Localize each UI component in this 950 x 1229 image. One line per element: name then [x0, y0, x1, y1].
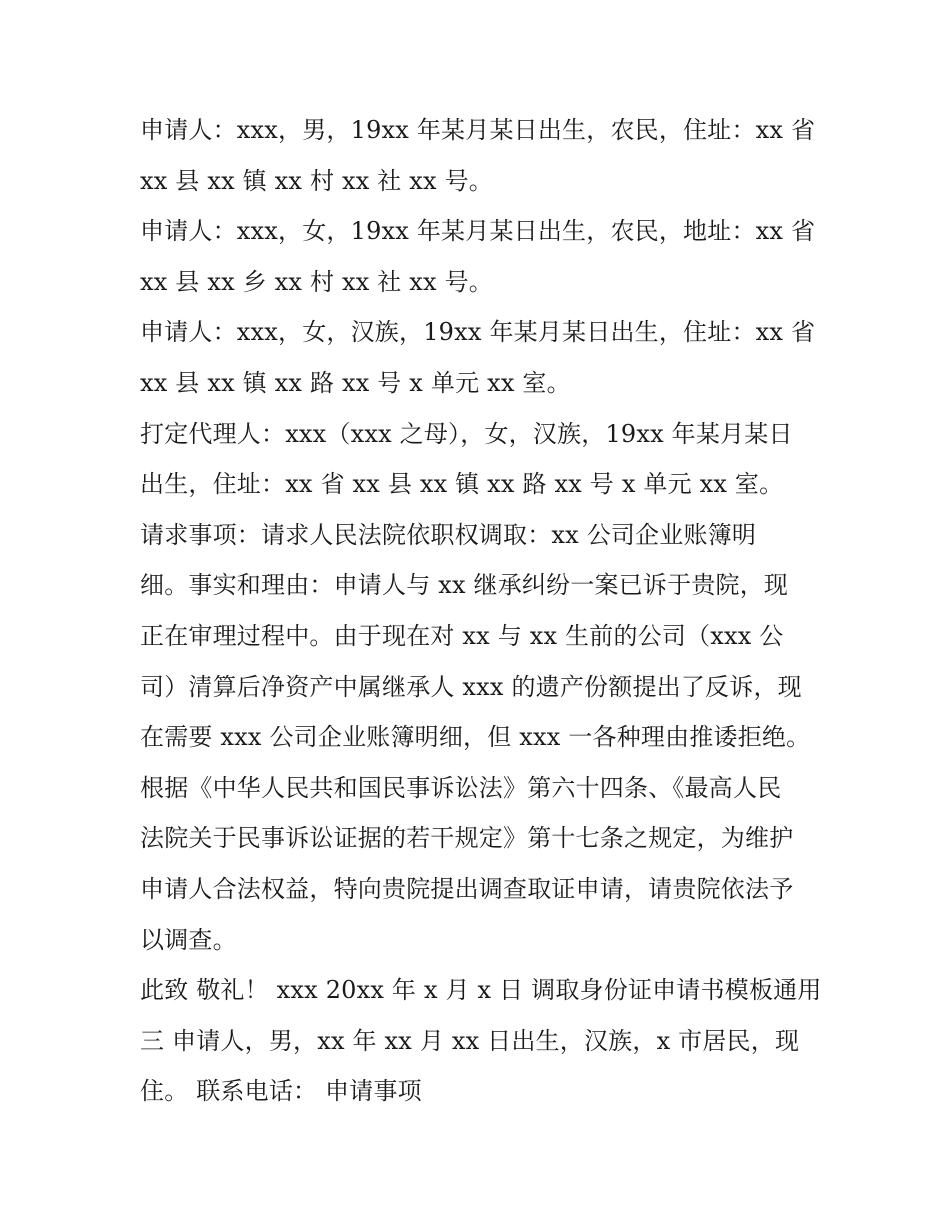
text-line: 根据《中华人民共和国民事诉讼法》第六十四条、《最高人民: [140, 773, 782, 802]
text-line: 出生，住址：xx 省 xx 县 xx 镇 xx 路 xx 号 x 单元 xx 室。: [140, 470, 784, 499]
text-line: 申请人：xxx，女，19xx 年某月某日出生，农民，地址：xx 省: [140, 217, 816, 246]
text-line: 在需要 xxx 公司企业账簿明细，但 xxx 一各种理由推诿拒绝。: [140, 723, 811, 752]
document-body: [140, 105, 820, 1117]
text-line: 打定代理人：xxx（xxx 之母），女，汉族，19xx 年某月某日: [140, 419, 793, 448]
text-line: 申请人：xxx，男，19xx 年某月某日出生，农民，住址：xx 省: [140, 116, 816, 144]
text-line: xx 县 xx 乡 xx 村 xx 社 xx 号。: [140, 267, 494, 296]
text-line: 住。 联系电话： 申请事项: [140, 1077, 422, 1106]
text-line: 以调查。: [140, 925, 237, 954]
text-line: xx 县 xx 镇 xx 村 xx 社 xx 号。: [140, 166, 494, 195]
text-line: 请求事项：请求人民法院依职权调取：xx 公司企业账簿明: [140, 520, 757, 549]
text-line: 细。事实和理由：申请人与 xx 继承纠纷一案已诉于贵院，现: [140, 571, 789, 600]
text-line: 此致 敬礼！ xxx 20xx 年 x 月 x 日 调取身份证申请书模板通用: [140, 976, 822, 1005]
text-line: 申请人：xxx，女，汉族，19xx 年某月某日出生，住址：xx 省: [140, 318, 816, 347]
text-line: 司）清算后净资产中属继承人 xxx 的遗产份额提出了反诉，现: [140, 672, 802, 701]
text-line: 法院关于民事诉讼证据的若干规定》第十七条之规定，为维护: [140, 824, 794, 853]
text-line: 申请人合法权益，特向贵院提出调查取证申请，请贵院依法予: [140, 874, 794, 903]
text-line: 三 申请人，男，xx 年 xx 月 xx 日出生，汉族，x 市居民，现: [140, 1026, 800, 1055]
text-line: xx 县 xx 镇 xx 路 xx 号 x 单元 xx 室。: [140, 368, 571, 397]
text-line: 正在审理过程中。由于现在对 xx 与 xx 生前的公司（xxx 公: [140, 621, 784, 650]
